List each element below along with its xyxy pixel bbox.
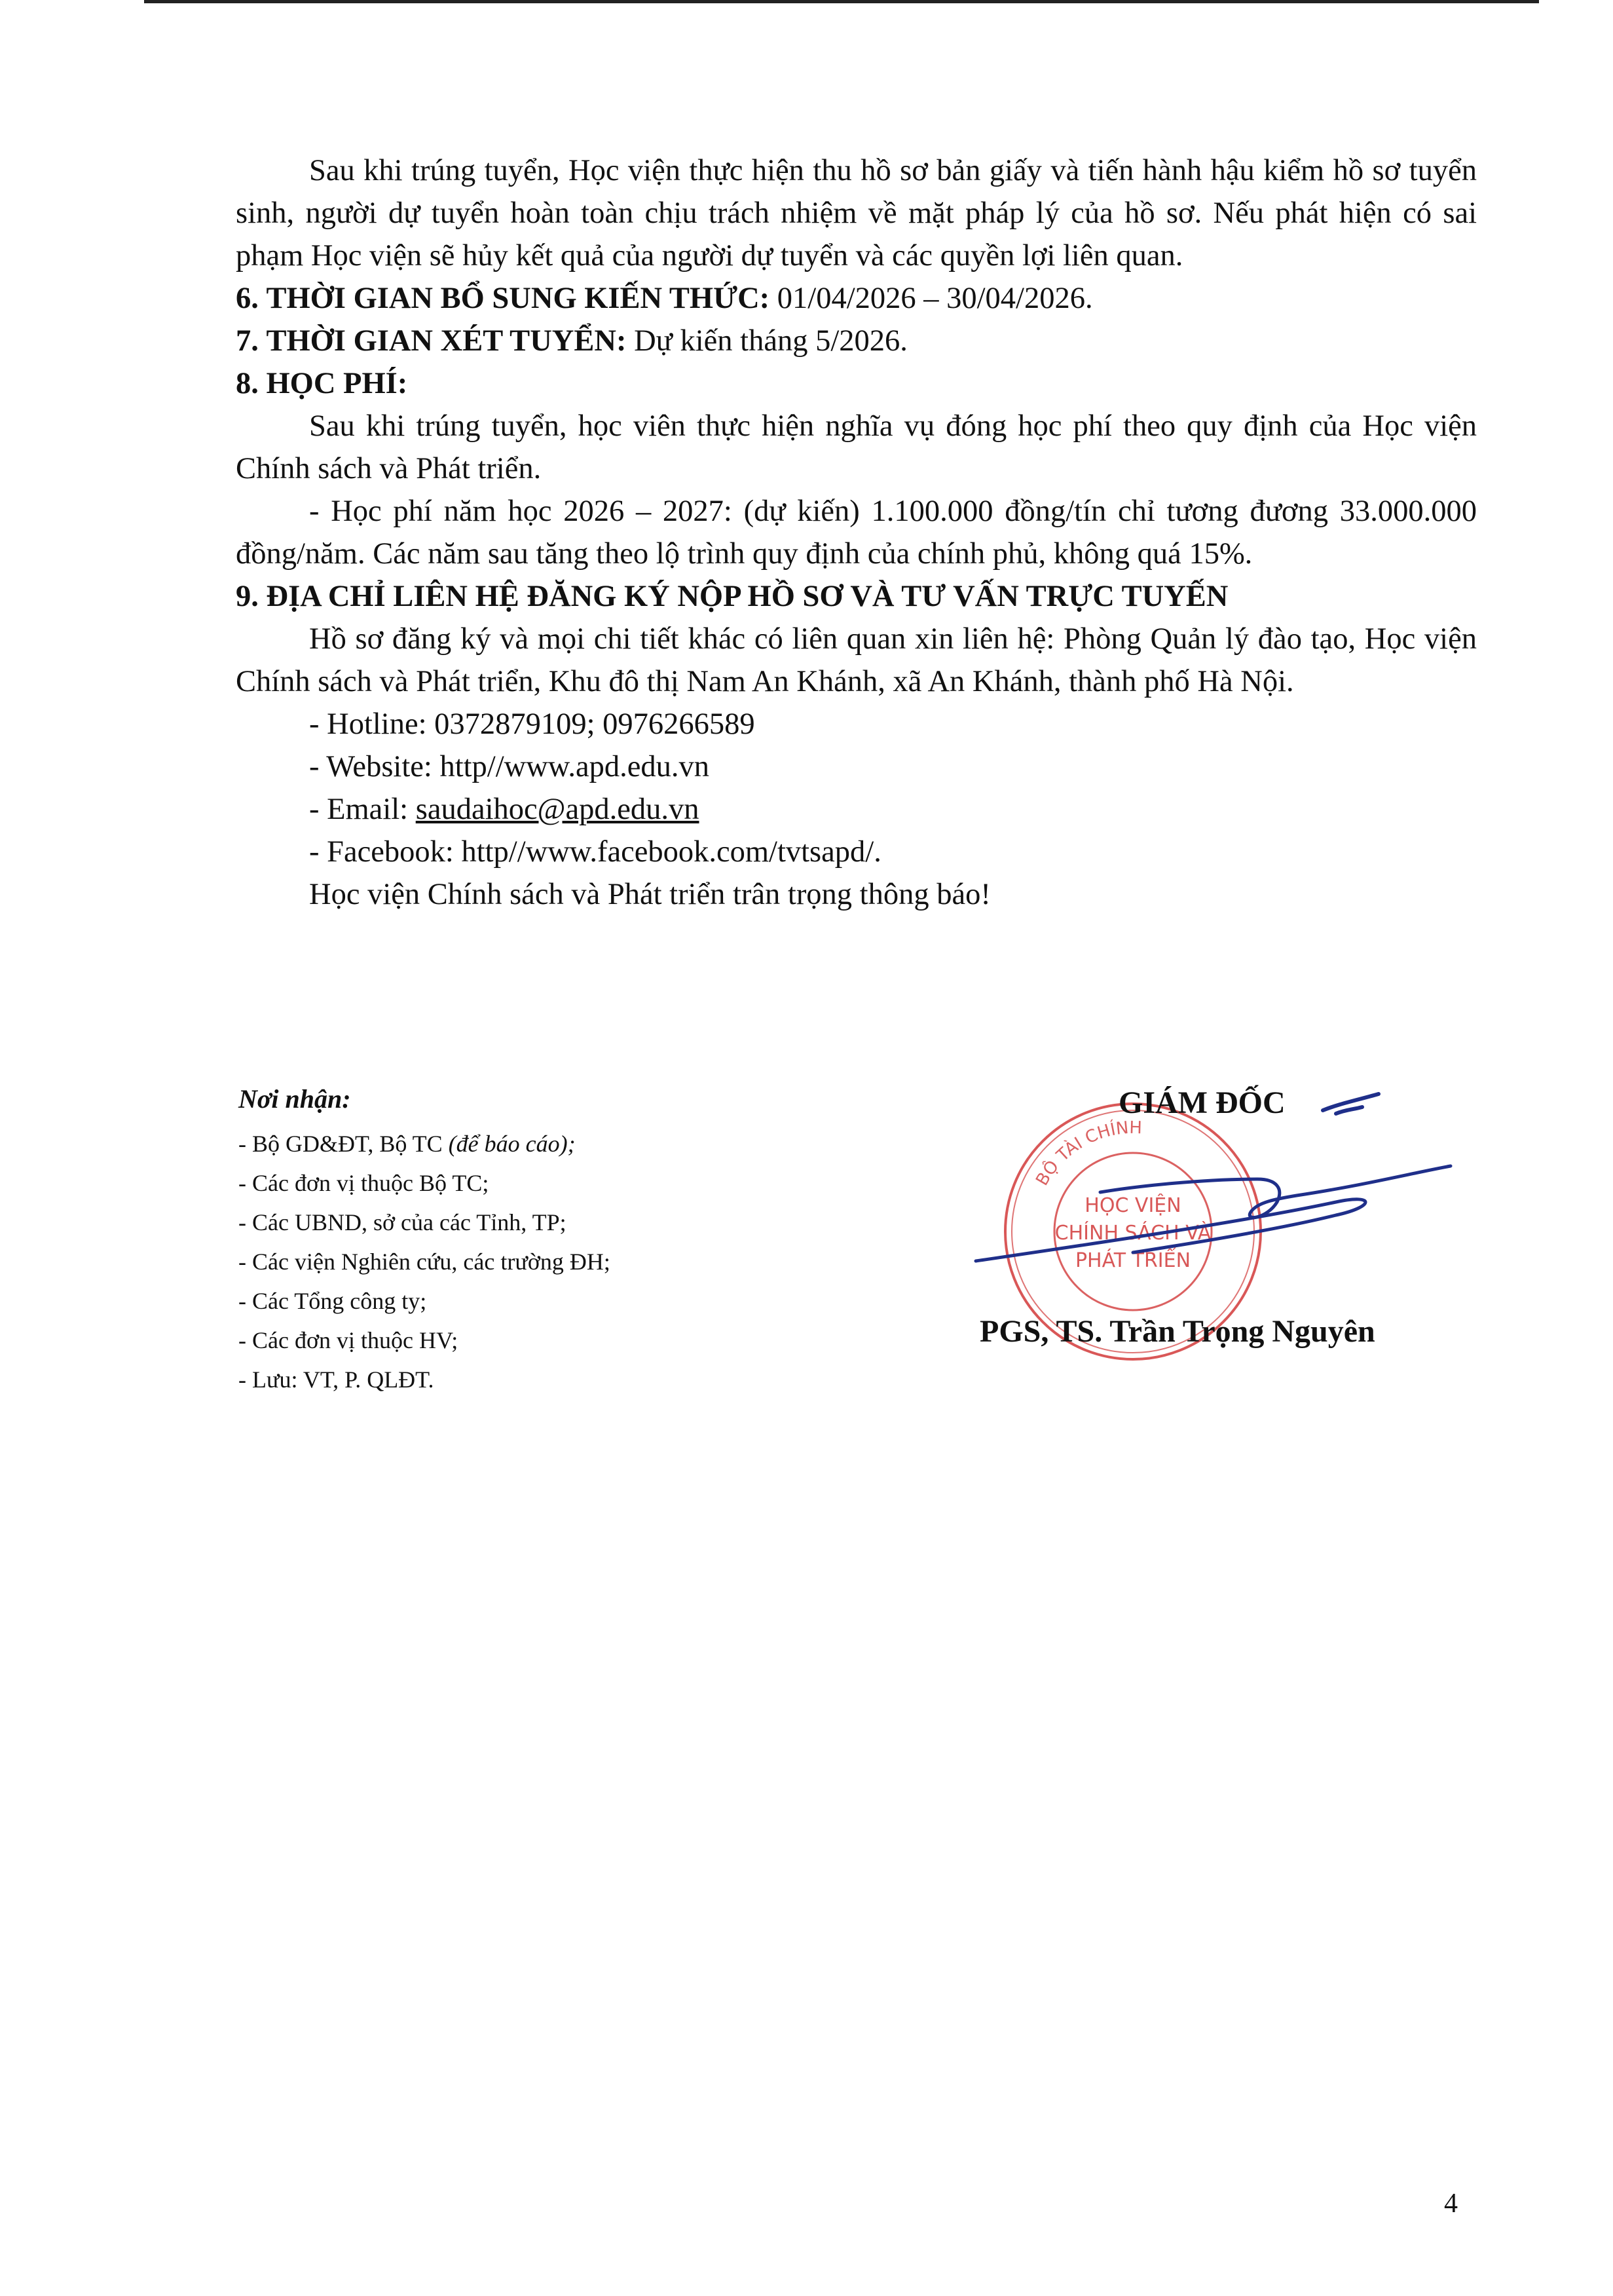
page-number: 4 [1444,2189,1458,2219]
recipient-item: - Các UBND, sở của các Tỉnh, TP; [238,1209,566,1235]
website-line [236,745,1477,788]
recipient-item: - Các đơn vị thuộc Bộ TC; [238,1170,489,1196]
website-value: http//www.apd.edu.vn [439,750,710,783]
facebook-label: - Facebook: [309,835,462,869]
section-6-title: THỜI GIAN BỔ SUNG KIẾN THỨC: [266,282,770,315]
recipients-block [238,1081,828,1399]
intro-paragraph: Sau khi trúng tuyển, Học viện thực hiện thu hồ sơ bản giấy và tiến hành hậu kiểm hồ sơ tuyển sinh, người dự tuyển hoàn toàn chịu trách nhiệm về mặt pháp lý của hồ sơ. Nếu phát hiện có sai phạm Học viện sẽ hủy kết quả của người dự tuyển và các quyền lợi liên quan. [236,154,1477,273]
tuition-fee-paragraph: - Học phí năm học 2026 – 2027: (dự kiến) 1.100.000 đồng/tín chỉ tương đương 33.000.000 đồng/năm. Các năm sau tăng theo lộ trình quy định của chính phủ, không quá 15%. [236,495,1477,571]
signatory-name: PGS, TS. Trần Trọng Nguyên [980,1314,1375,1349]
document-body [236,149,1477,916]
closing-statement: Học viện Chính sách và Phát triển trân trọng thông báo! [309,878,991,911]
signature-block [969,1081,1493,1382]
section-6-value: 01/04/2026 – 30/04/2026. [777,282,1093,315]
signature-title: GIÁM ĐỐC [1119,1085,1286,1120]
top-border-line [144,0,1539,3]
section-8-heading [236,362,1477,405]
tuition-paragraph: Sau khi trúng tuyển, học viên thực hiện nghĩa vụ đóng học phí theo quy định của Học viện Chính sách và Phát triển. [236,409,1477,485]
seal-line-3: PHÁT TRIỂN [1075,1249,1191,1272]
recipients-label: Nơi nhận: [238,1084,351,1114]
seal-line-2: CHÍNH SÁCH VÀ [1054,1222,1212,1245]
website-label: - Website: [309,750,440,783]
recipient-item: - Các Tổng công ty; [238,1288,427,1314]
email-label: - Email: [309,793,416,826]
recipient-note: (để báo cáo); [448,1131,576,1157]
section-6-heading [236,277,1477,320]
section-9-number: 9. [236,580,259,613]
seal-line-1: HỌC VIỆN [1085,1194,1181,1217]
section-9-heading [236,575,1477,618]
recipient-item [238,1124,828,1163]
seal-ring-text: BỘ TÀI CHÍNH [1032,1118,1143,1190]
hotline-value: 0372879109; 0976266589 [434,707,755,741]
recipient-item: - Các viện Nghiên cứu, các trường ĐH; [238,1249,610,1275]
section-6-number: 6. [236,282,259,315]
section-7-number: 7. [236,324,259,358]
recipient-item: - Lưu: VT, P. QLĐT. [238,1366,434,1393]
section-8-title: HỌC PHÍ: [266,367,408,400]
recipient-item: - Các đơn vị thuộc HV; [238,1327,458,1353]
recipient-text: - Bộ GD&ĐT, Bộ TC [238,1131,449,1157]
facebook-value: http//www.facebook.com/tvtsapd/. [461,835,881,869]
facebook-line [236,831,1477,873]
section-9-title: ĐỊA CHỈ LIÊN HỆ ĐĂNG KÝ NỘP HỒ SƠ VÀ TƯ VẤN TRỰC TUYẾN [266,580,1229,613]
hotline-label: - Hotline: [309,707,435,741]
email-line [236,788,1477,831]
section-7-title: THỜI GIAN XÉT TUYỂN: [266,324,627,358]
hotline-line [236,703,1477,745]
email-link[interactable]: saudaihoc@apd.edu.vn [415,793,699,826]
section-7-value: Dự kiến tháng 5/2026. [634,324,908,358]
section-7-heading [236,320,1477,362]
contact-paragraph: Hồ sơ đăng ký và mọi chi tiết khác có liên quan xin liên hệ: Phòng Quản lý đào tạo, Học viện Chính sách và Phát triển, Khu đô thị Nam An Khánh, xã An Khánh, thành phố Hà Nội. [236,622,1477,698]
section-8-number: 8. [236,367,259,400]
